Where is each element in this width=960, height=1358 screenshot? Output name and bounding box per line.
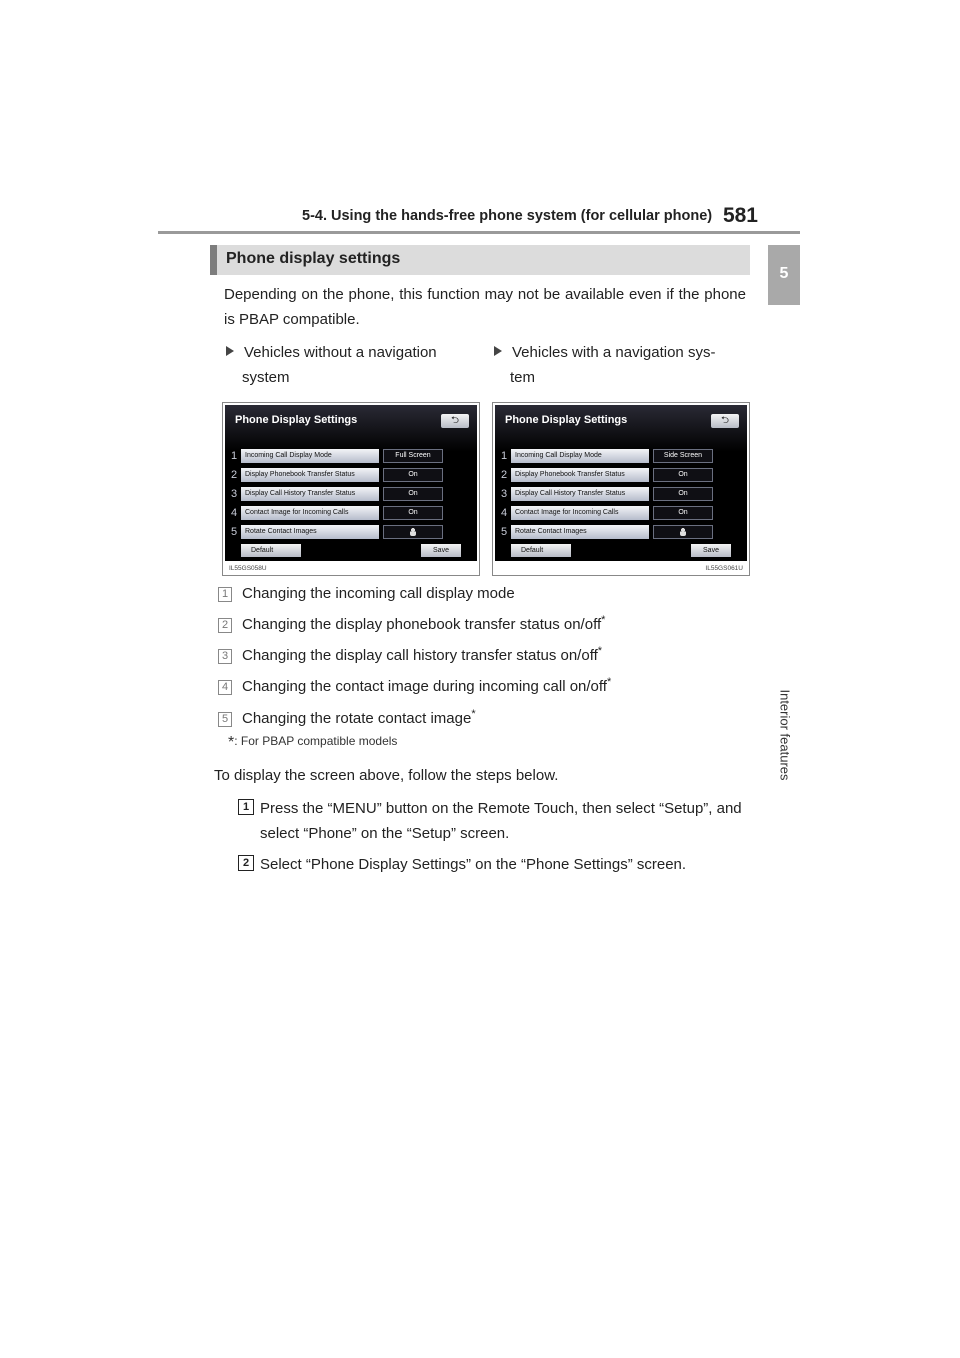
back-button[interactable]	[441, 414, 469, 428]
default-button[interactable]: Default	[511, 544, 571, 557]
screenshot-without-navigation	[222, 402, 480, 576]
save-button[interactable]: Save	[421, 544, 461, 557]
chapter-number: 5	[779, 265, 789, 282]
step-text: Select “Phone Display Settings” on the “Phone Settings” screen.	[260, 856, 687, 873]
setting-row[interactable]	[501, 525, 713, 539]
phone-display-settings-screen	[225, 405, 477, 561]
step-number-badge: 2	[238, 855, 254, 871]
figure-code: IL55GS058U	[229, 565, 267, 572]
person-icon	[410, 528, 416, 536]
contact-image-button[interactable]	[653, 525, 713, 539]
row-value[interactable]: On	[653, 487, 713, 501]
setting-row[interactable]	[231, 525, 443, 539]
row-label: Incoming Call Display Mode	[241, 449, 379, 463]
variant-left-line1: Vehicles without a navigation	[244, 344, 437, 361]
row-label: Contact Image for Incoming Calls	[511, 506, 649, 520]
item-footnote-mark: *	[471, 708, 476, 720]
intro-paragraph: Depending on the phone, this function may not be available even if the phone is PBAP compatible.	[224, 286, 746, 328]
setting-row[interactable]	[501, 468, 713, 482]
description-item	[218, 704, 476, 729]
row-number: 3	[501, 488, 508, 500]
row-value[interactable]: On	[383, 468, 443, 482]
row-number: 5	[501, 526, 508, 538]
item-footnote-mark: *	[597, 645, 603, 657]
triangle-bullet-icon	[226, 346, 234, 356]
row-label: Display Call History Transfer Status	[241, 487, 379, 501]
person-icon	[680, 528, 686, 536]
row-number: 1	[501, 450, 508, 462]
variant-right-line2: tem	[510, 369, 536, 386]
default-button[interactable]: Default	[241, 544, 301, 557]
variant-no-navigation	[226, 340, 476, 390]
page-header	[158, 204, 800, 234]
item-text: Changing the display call history transfer status on/off	[242, 647, 598, 664]
contact-image-button[interactable]	[383, 525, 443, 539]
item-number-badge: 3	[218, 649, 232, 664]
setting-row[interactable]	[231, 506, 443, 520]
item-number-badge: 4	[218, 680, 232, 695]
row-number: 2	[231, 469, 238, 481]
step-number-badge: 1	[238, 799, 254, 815]
setting-row[interactable]	[231, 487, 443, 501]
description-item	[218, 672, 611, 697]
chapter-label-text: Interior features	[777, 689, 793, 781]
setting-row[interactable]	[231, 468, 443, 482]
footnote-text: : For PBAP compatible models	[234, 734, 398, 748]
save-button[interactable]: Save	[691, 544, 731, 557]
setting-row[interactable]	[501, 449, 713, 463]
item-number-badge: 5	[218, 712, 232, 727]
description-item	[218, 579, 515, 604]
screen-title: Phone Display Settings	[235, 414, 358, 426]
section-path: 5-4. Using the hands-free phone system (for cellular phone)	[302, 208, 713, 224]
instructions-lead: To display the screen above, follow the steps below.	[214, 767, 559, 784]
setting-row[interactable]	[231, 449, 443, 463]
row-label: Incoming Call Display Mode	[511, 449, 649, 463]
step-text: Press the “MENU” button on the Remote Touch, then select “Setup”, and select “Phone” on the “Setup” screen.	[260, 800, 742, 842]
chapter-label	[770, 680, 800, 790]
row-value[interactable]: Full Screen	[383, 449, 443, 463]
row-value[interactable]: On	[383, 506, 443, 520]
figure-code: IL55GS061U	[705, 565, 743, 572]
row-number: 1	[231, 450, 238, 462]
item-footnote-mark: *	[606, 676, 612, 688]
row-label: Rotate Contact Images	[511, 525, 649, 539]
row-label: Display Phonebook Transfer Status	[241, 468, 379, 482]
row-number: 2	[501, 469, 508, 481]
variant-with-navigation	[494, 340, 746, 390]
section-title: Phone display settings	[226, 250, 401, 267]
back-button[interactable]	[711, 414, 739, 428]
step-item	[238, 796, 750, 846]
row-label: Display Call History Transfer Status	[511, 487, 649, 501]
row-value[interactable]: On	[383, 487, 443, 501]
variant-left-line2: system	[242, 369, 290, 386]
return-arrow-icon: ⮌	[450, 415, 459, 426]
setting-row[interactable]	[501, 487, 713, 501]
footnote-mark: *	[228, 734, 235, 751]
screen-title: Phone Display Settings	[505, 414, 628, 426]
item-text: Changing the incoming call display mode	[242, 585, 515, 602]
screenshot-with-navigation	[492, 402, 750, 576]
step-item	[238, 852, 750, 877]
row-value[interactable]: On	[653, 468, 713, 482]
item-text: Changing the contact image during incoming call on/off	[242, 678, 607, 695]
setting-row[interactable]	[501, 506, 713, 520]
variant-right-line1: Vehicles with a navigation sys-	[512, 344, 716, 361]
triangle-bullet-icon	[494, 346, 502, 356]
row-label: Contact Image for Incoming Calls	[241, 506, 379, 520]
row-number: 4	[231, 507, 238, 519]
row-label: Rotate Contact Images	[241, 525, 379, 539]
row-number: 5	[231, 526, 238, 538]
item-number-badge: 1	[218, 587, 232, 602]
item-text: Changing the rotate contact image	[242, 710, 472, 727]
section-heading	[210, 245, 750, 275]
item-number-badge: 2	[218, 618, 232, 633]
item-text: Changing the display phonebook transfer status on/off	[242, 616, 602, 633]
return-arrow-icon: ⮌	[720, 415, 729, 426]
description-item	[218, 641, 602, 666]
row-number: 3	[231, 488, 238, 500]
phone-display-settings-screen	[495, 405, 747, 561]
page-number: 581	[722, 204, 758, 227]
row-value[interactable]: Side Screen	[653, 449, 713, 463]
chapter-tab	[768, 245, 800, 305]
item-footnote-mark: *	[601, 614, 606, 626]
row-label: Display Phonebook Transfer Status	[511, 468, 649, 482]
footnote	[228, 734, 397, 752]
row-value[interactable]: On	[653, 506, 713, 520]
row-number: 4	[501, 507, 508, 519]
description-item	[218, 610, 605, 635]
